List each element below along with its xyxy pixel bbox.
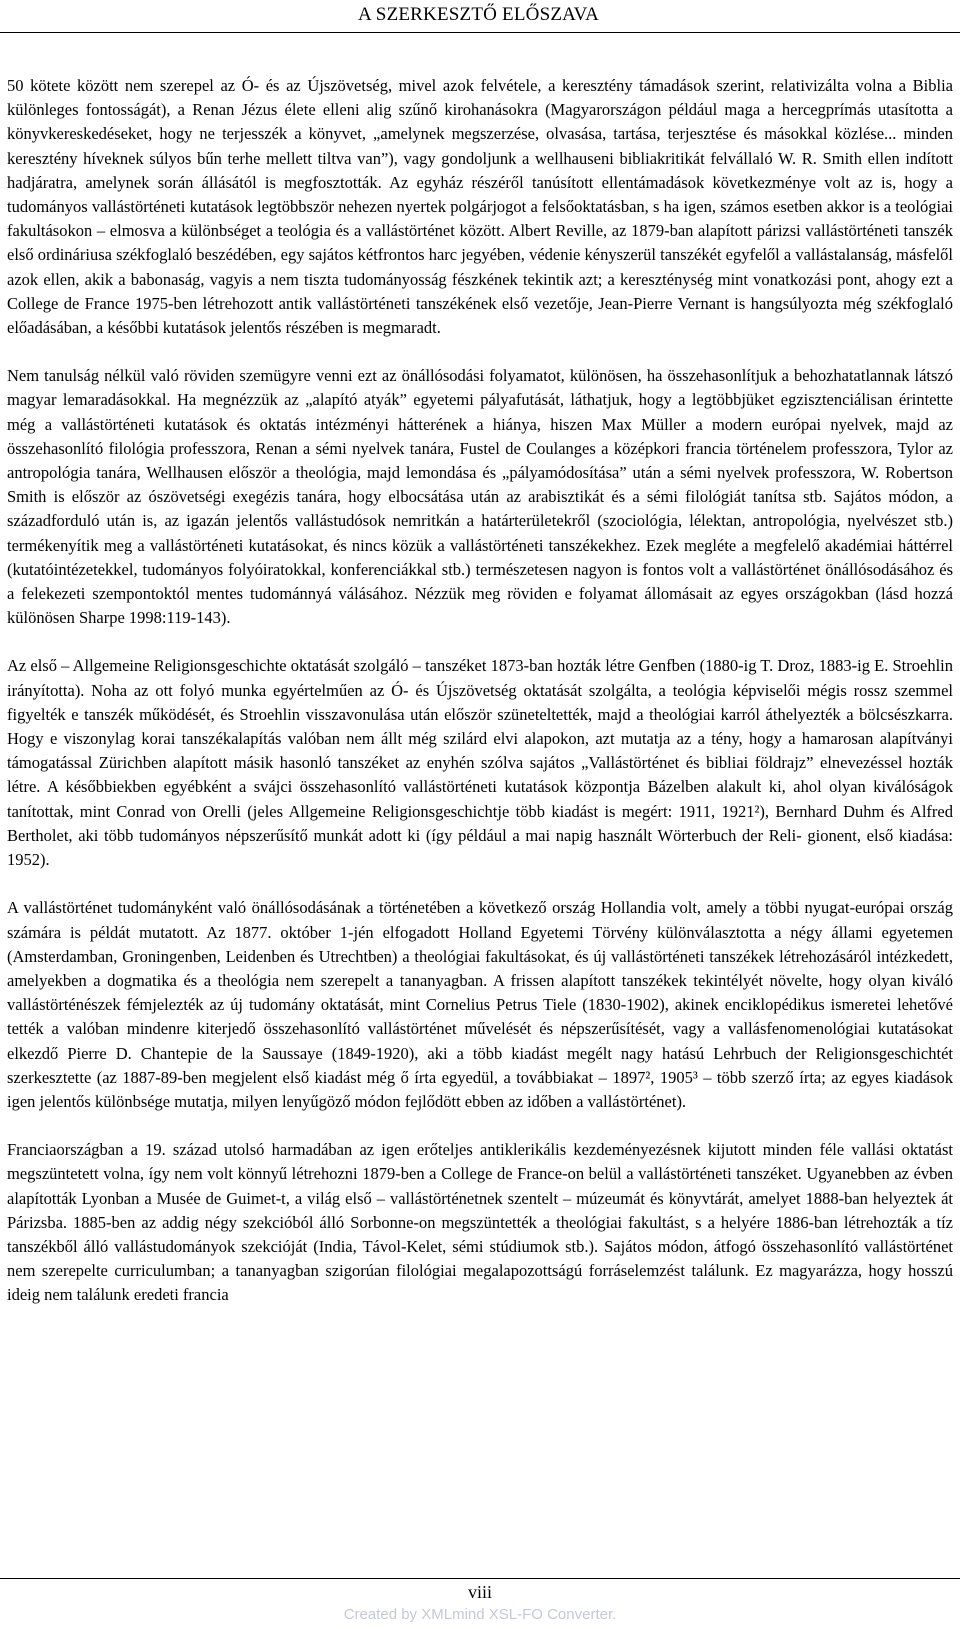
running-header: A SZERKESZTŐ ELŐSZAVA [357, 4, 600, 25]
paragraph-4: A vallástörténet tudományként való önállósodásának a történetében a következő ország Hollandia volt, amely a többi nyugat-európai ország számára is példát mutatott. Az 1877. október 1-jén elfogadott Holland Egyetemi Törvény különválasztotta a négy állami egyetemen (Amsterdamban, Groningenben, Leidenben és Utrechtben) a theológiai fakultásokat, és új vallástörténeti tanszékek létrehozásáról intézkedett, amelyekben a dogmatika és a theológia nem szerepelt a tananyagban. A frissen alapított tanszékek tekintélyét növelte, hogy olyan kiváló vallástörténészek fémjelezték az új tudomány oktatását, mint Cornelius Petrus Tiele (1830-1902), akinek enciklopédikus ismeretei lehetővé tették a valóban mindenre kiterjedő összehasonlító vallástörténet művelését és népszerűsítését, vagy a vallásfenomenológiai kutatásokat elkezdő Pierre D. Chantepie de la Saussaye (1849-1920), aki a több kiadást megélt nagy hatású Lehrbuch der Religionsgeschichtét szerkesztette (az 1887-89-ben megjelent első kiadást még ő írta egyedül, a továbbiakat – 1897², 1905³ – több szerző írta; az egyes kiadások igen jelentős különbsége mutatja, milyen lenyűgöző módon fejlődött ebben az időben a vallástörténet). [7, 898, 953, 1111]
paragraph-2: Nem tanulság nélkül való röviden szemügyre venni ezt az önállósodási folyamatot, különösen, ha összehasonlítjuk a behozhatatlannak látszó magyar lemaradásokkal. Ha megnézzük az „alapító atyák” egyetemi pályafutását, láthatjuk, hogy a legtöbbjüket egzisztenciálisan érintette még a vallástörténeti kutatások és oktatás intézményi hátterének a hiánya, hiszen Max Müller a modern európai nyelvek, majd az összehasonlító filológia professzora, Renan a sémi nyelvek tanára, Fustel de Coulanges a középkori francia történelem professzora, Tylor az antropológia tanára, Wellhausen először a theológia, majd lemondása és „pályamódosítása” után a sémi nyelvek professzora, W. Robertson Smith is először az ószövetségi exegézis tanára, hogy elbocsátása után az arabisztikát és a sémi filológiát tanítsa stb. Sajátos módon, a századforduló után is, az igazán jelentős vallástudósok nemritkán a határterületekről (szociológia, lélektan, antropológia, nyelvészet stb.) termékenyítik meg a vallástörténeti kutatásokat, és nincs közük a vallástörténeti tanszékekhez. Ezek megléte a megfelelő akadémiai háttérrel (kutatóintézetekkel, tudományos folyóiratokkal, konferenciákkal stb.) természetesen nagyon is fontos volt a vallástörténet önállósodásához és a felekezeti szempontoktól mentes tudománnyá válásához. Nézzük meg röviden e folyamat állomásait az egyes országokban (lásd hozzá különösen Sharpe 1998:119-143). [7, 366, 953, 628]
paragraph-1: 50 kötete között nem szerepel az Ó- és az Újszövetség, mivel azok felvétele, a keresztény támadások szerint, relativizálta volna a Biblia különleges fontosságát), a Renan Jézus élete elleni alig szűnő kirohanásokra (Magyarországon például maga a hercegprímás utasította a könyvkereskedéseket, hogy ne terjesszék a könyvet, „amelynek megszerzése, olvasása, tartása, terjesztése és másokkal közlése... minden keresztény híveknek súlyos bűn terhe mellett tiltva van”), vagy gondoljunk a wellhauseni bibliakritikát felvállaló W. R. Smith ellen indított hadjáratra, amelynek során állásától is megfosztották. Az egyház részéről tanúsított ellentámadások következménye volt az is, hogy a tudományos vallástörténeti kutatások legtöbbször nehezen nyertek polgárjogot a felsőoktatásban, s ha igen, számos esetben akkor is a teológiai fakultásokon – elmosva a különbséget a teológia és a vallástörténet között. Albert Reville, az 1879-ban alapított párizsi vallástörténeti tanszék első ordináriusa székfoglaló beszédében, egy sajátos kétfrontos harc jegyében, védenie kényszerül tanszékét egyfelől a vallástalanság, másfelől azok ellen, akik a babonaság, vagyis a nem tiszta tudományosság fészkének tekintik azt; a kereszténység mint vonatkozási pont, ahogy ezt a College de France 1975-ben létrehozott antik vallástörténeti tanszékének első vezetője, Jean-Pierre Vernant is hangsúlyozta még székfoglaló előadásában, a későbbi kutatások jelentős részében is megmaradt. [7, 76, 953, 338]
body-text [7, 74, 953, 1308]
footer-rule [0, 1578, 960, 1579]
converter-credit [0, 1605, 960, 1625]
paragraph-3: Az első – Allgemeine Religionsgeschichte oktatását szolgáló – tanszéket 1873-ban hozták létre Genfben (1880-ig T. Droz, 1883-ig E. Stroehlin irányította). Noha az ott folyó munka egyértelműen az Ó- és Újszövetség oktatását szolgálta, a teológia képviselői mégis rossz szemmel figyelték e tanszék működését, és Stroehlin visszavonulása után először szüneteltették, majd a theológiai karról áthelyezték a bölcsészkarra. Hogy e viszonylag korai tanszékalapítás valóban nem állt még szilárd elvi alapokon, azt mutatja az a tény, hogy a hamarosan alapítványi támogatással Zürichben alapított másik hasonló tanszéket az enyhén szólva sajátos „Vallástörténet és bibliai földrajz” elnevezéssel hozták létre. A későbbiekben egyébként a svájci összehasonlító vallástörténeti kutatások központja Bázelben alakult ki, ahol olyan kiválóságok tanítottak, mint Conrad von Orelli (jeles Allgemeine Religionsgeschichtje több kiadást is megért: 1911, 1921²), Bernhard Duhm és Alfred Bertholet, aki több tudományos népszerűsítő munkát adott ki (így például a mai napig használt Wörterbuch der Reli- gionent, első kiadása: 1952). [7, 656, 953, 870]
page-number: viii [467, 1582, 492, 1602]
paragraph-5: Franciaországban a 19. század utolsó harmadában az igen erőteljes antiklerikális kezdeményezésnek kijutott minden féle vallási oktatást megszüntetett volna, így nem volt könnyű létrehozni 1879-ben a College de France-on belül a vallástörténeti tanszéket. Ugyanebben az évben alapították Lyonban a Musée de Guimet-t, a világ első – vallástörténetnek szentelt – múzeumát és könyvtárát, amelyet 1888-ban helyeztek át Párizsba. 1885-ben az addig négy szekcióból álló Sorbonne-on megszüntették a theológiai fakultást, s a helyére 1886-ban létrehozták a tíz tanszékből álló vallástudományok szekcióját (India, Távol-Kelet, sémi stúdiumok stb.). Sajátos módon, átfogó összehasonlító vallástörténet nem szerepelte curriculumban; a tananyagban szigorúan filológiai megalapozottságú forráselemzést találunk. Ez magyarázza, hogy hosszú ideig nem találunk eredeti francia [7, 1140, 953, 1305]
credit-suffix: . [612, 1606, 617, 1623]
credit-prefix: Created by [343, 1606, 422, 1623]
header-rule [0, 32, 960, 33]
credit-link[interactable]: XMLmind XSL-FO Converter [421, 1606, 613, 1623]
